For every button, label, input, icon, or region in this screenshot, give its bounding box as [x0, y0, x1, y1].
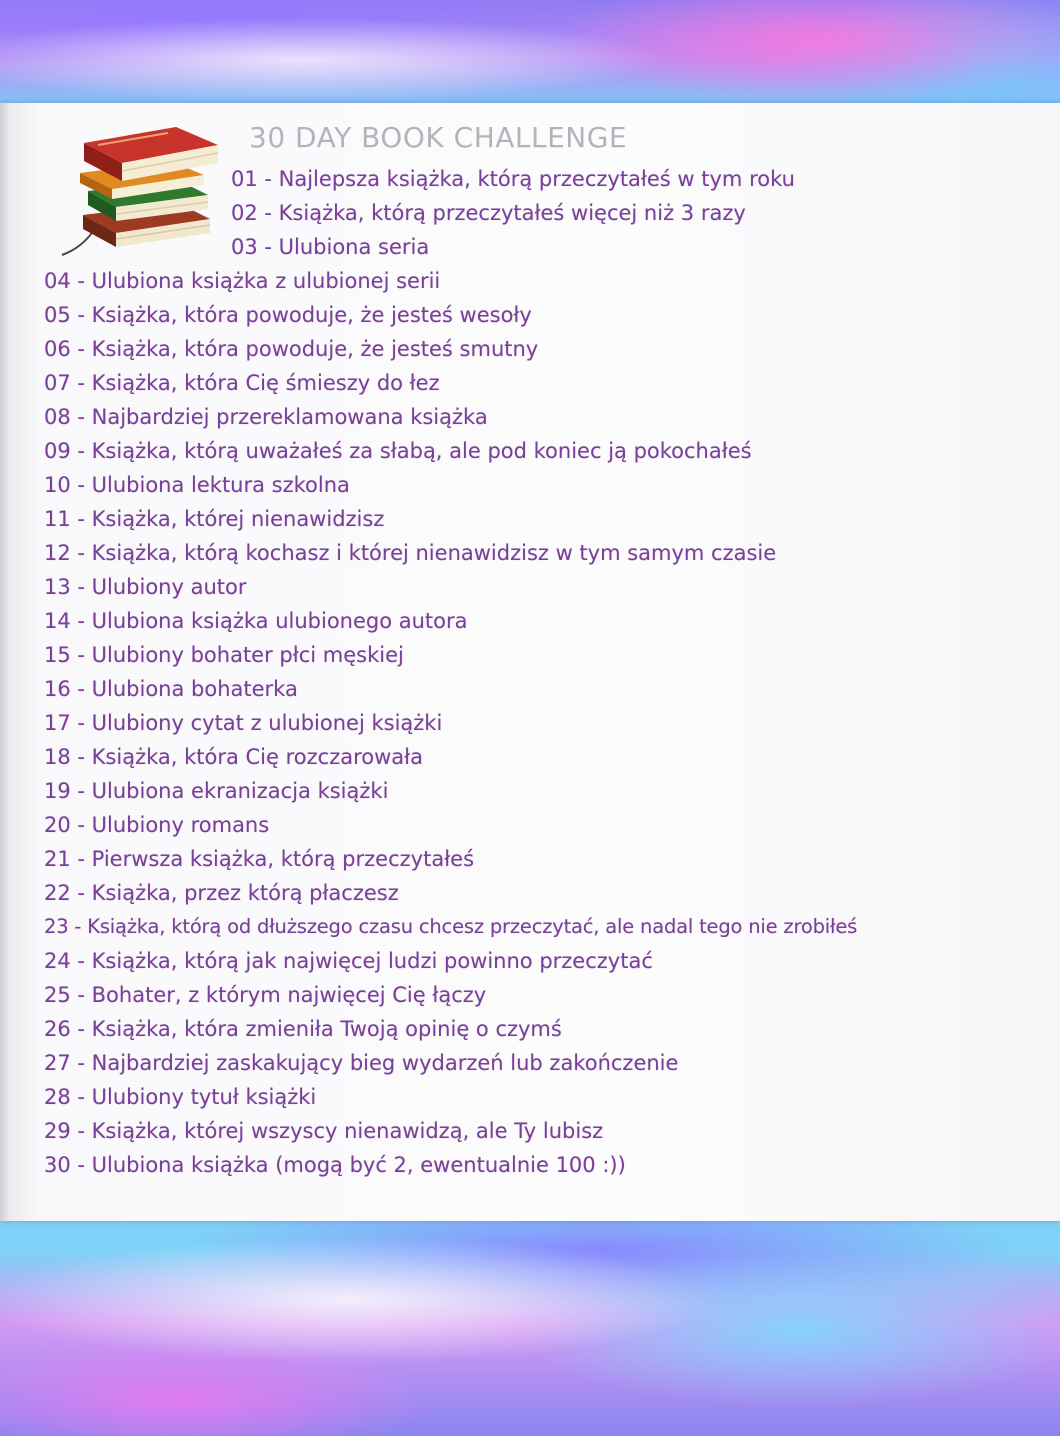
list-item: 28 - Ulubiony tytuł książki — [44, 1085, 317, 1109]
list-item: 02 - Książka, którą przeczytałeś więcej niż 3 razy — [231, 201, 746, 225]
stack-of-books-icon — [58, 115, 228, 260]
list-item: 08 - Najbardziej przereklamowana książka — [44, 405, 488, 429]
list-item: 11 - Książka, której nienawidzisz — [44, 507, 385, 531]
list-item: 13 - Ulubiony autor — [44, 575, 247, 599]
list-item: 30 - Ulubiona książka (mogą być 2, ewentualnie 100 :)) — [44, 1153, 626, 1177]
list-item: 24 - Książka, którą jak najwięcej ludzi powinno przeczytać — [44, 949, 653, 973]
list-item: 26 - Książka, która zmieniła Twoją opinię o czymś — [44, 1017, 562, 1041]
list-item: 22 - Książka, przez którą płaczesz — [44, 881, 399, 905]
list-item: 07 - Książka, która Cię śmieszy do łez — [44, 371, 440, 395]
list-item: 04 - Ulubiona książka z ulubionej serii — [44, 269, 441, 293]
page-title: 30 DAY BOOK CHALLENGE — [249, 121, 628, 154]
list-item: 15 - Ulubiony bohater płci męskiej — [44, 643, 404, 667]
list-item: 17 - Ulubiony cytat z ulubionej książki — [44, 711, 443, 735]
challenge-card — [0, 103, 1060, 1221]
list-item: 09 - Książka, którą uważałeś za słabą, ale pod koniec ją pokochałeś — [44, 439, 752, 463]
list-item: 16 - Ulubiona bohaterka — [44, 677, 298, 701]
list-item: 21 - Pierwsza książka, którą przeczytałeś — [44, 847, 475, 871]
list-item: 05 - Książka, która powoduje, że jesteś wesoły — [44, 303, 532, 327]
list-item: 19 - Ulubiona ekranizacja książki — [44, 779, 389, 803]
list-item: 25 - Bohater, z którym najwięcej Cię łączy — [44, 983, 487, 1007]
list-item: 29 - Książka, której wszyscy nienawidzą, ale Ty lubisz — [44, 1119, 604, 1143]
list-item: 23 - Książka, którą od dłuższego czasu chcesz przeczytać, ale nadal tego nie zrobiłeś — [44, 915, 858, 938]
list-item: 12 - Książka, którą kochasz i której nienawidzisz w tym samym czasie — [44, 541, 777, 565]
list-item: 03 - Ulubiona seria — [231, 235, 430, 259]
list-item: 06 - Książka, która powoduje, że jesteś smutny — [44, 337, 539, 361]
list-item: 20 - Ulubiony romans — [44, 813, 270, 837]
list-item: 27 - Najbardziej zaskakujący bieg wydarzeń lub zakończenie — [44, 1051, 679, 1075]
list-item: 18 - Książka, która Cię rozczarowała — [44, 745, 423, 769]
list-item: 01 - Najlepsza książka, którą przeczytałeś w tym roku — [231, 167, 795, 191]
list-item: 10 - Ulubiona lektura szkolna — [44, 473, 350, 497]
list-item: 14 - Ulubiona książka ulubionego autora — [44, 609, 468, 633]
